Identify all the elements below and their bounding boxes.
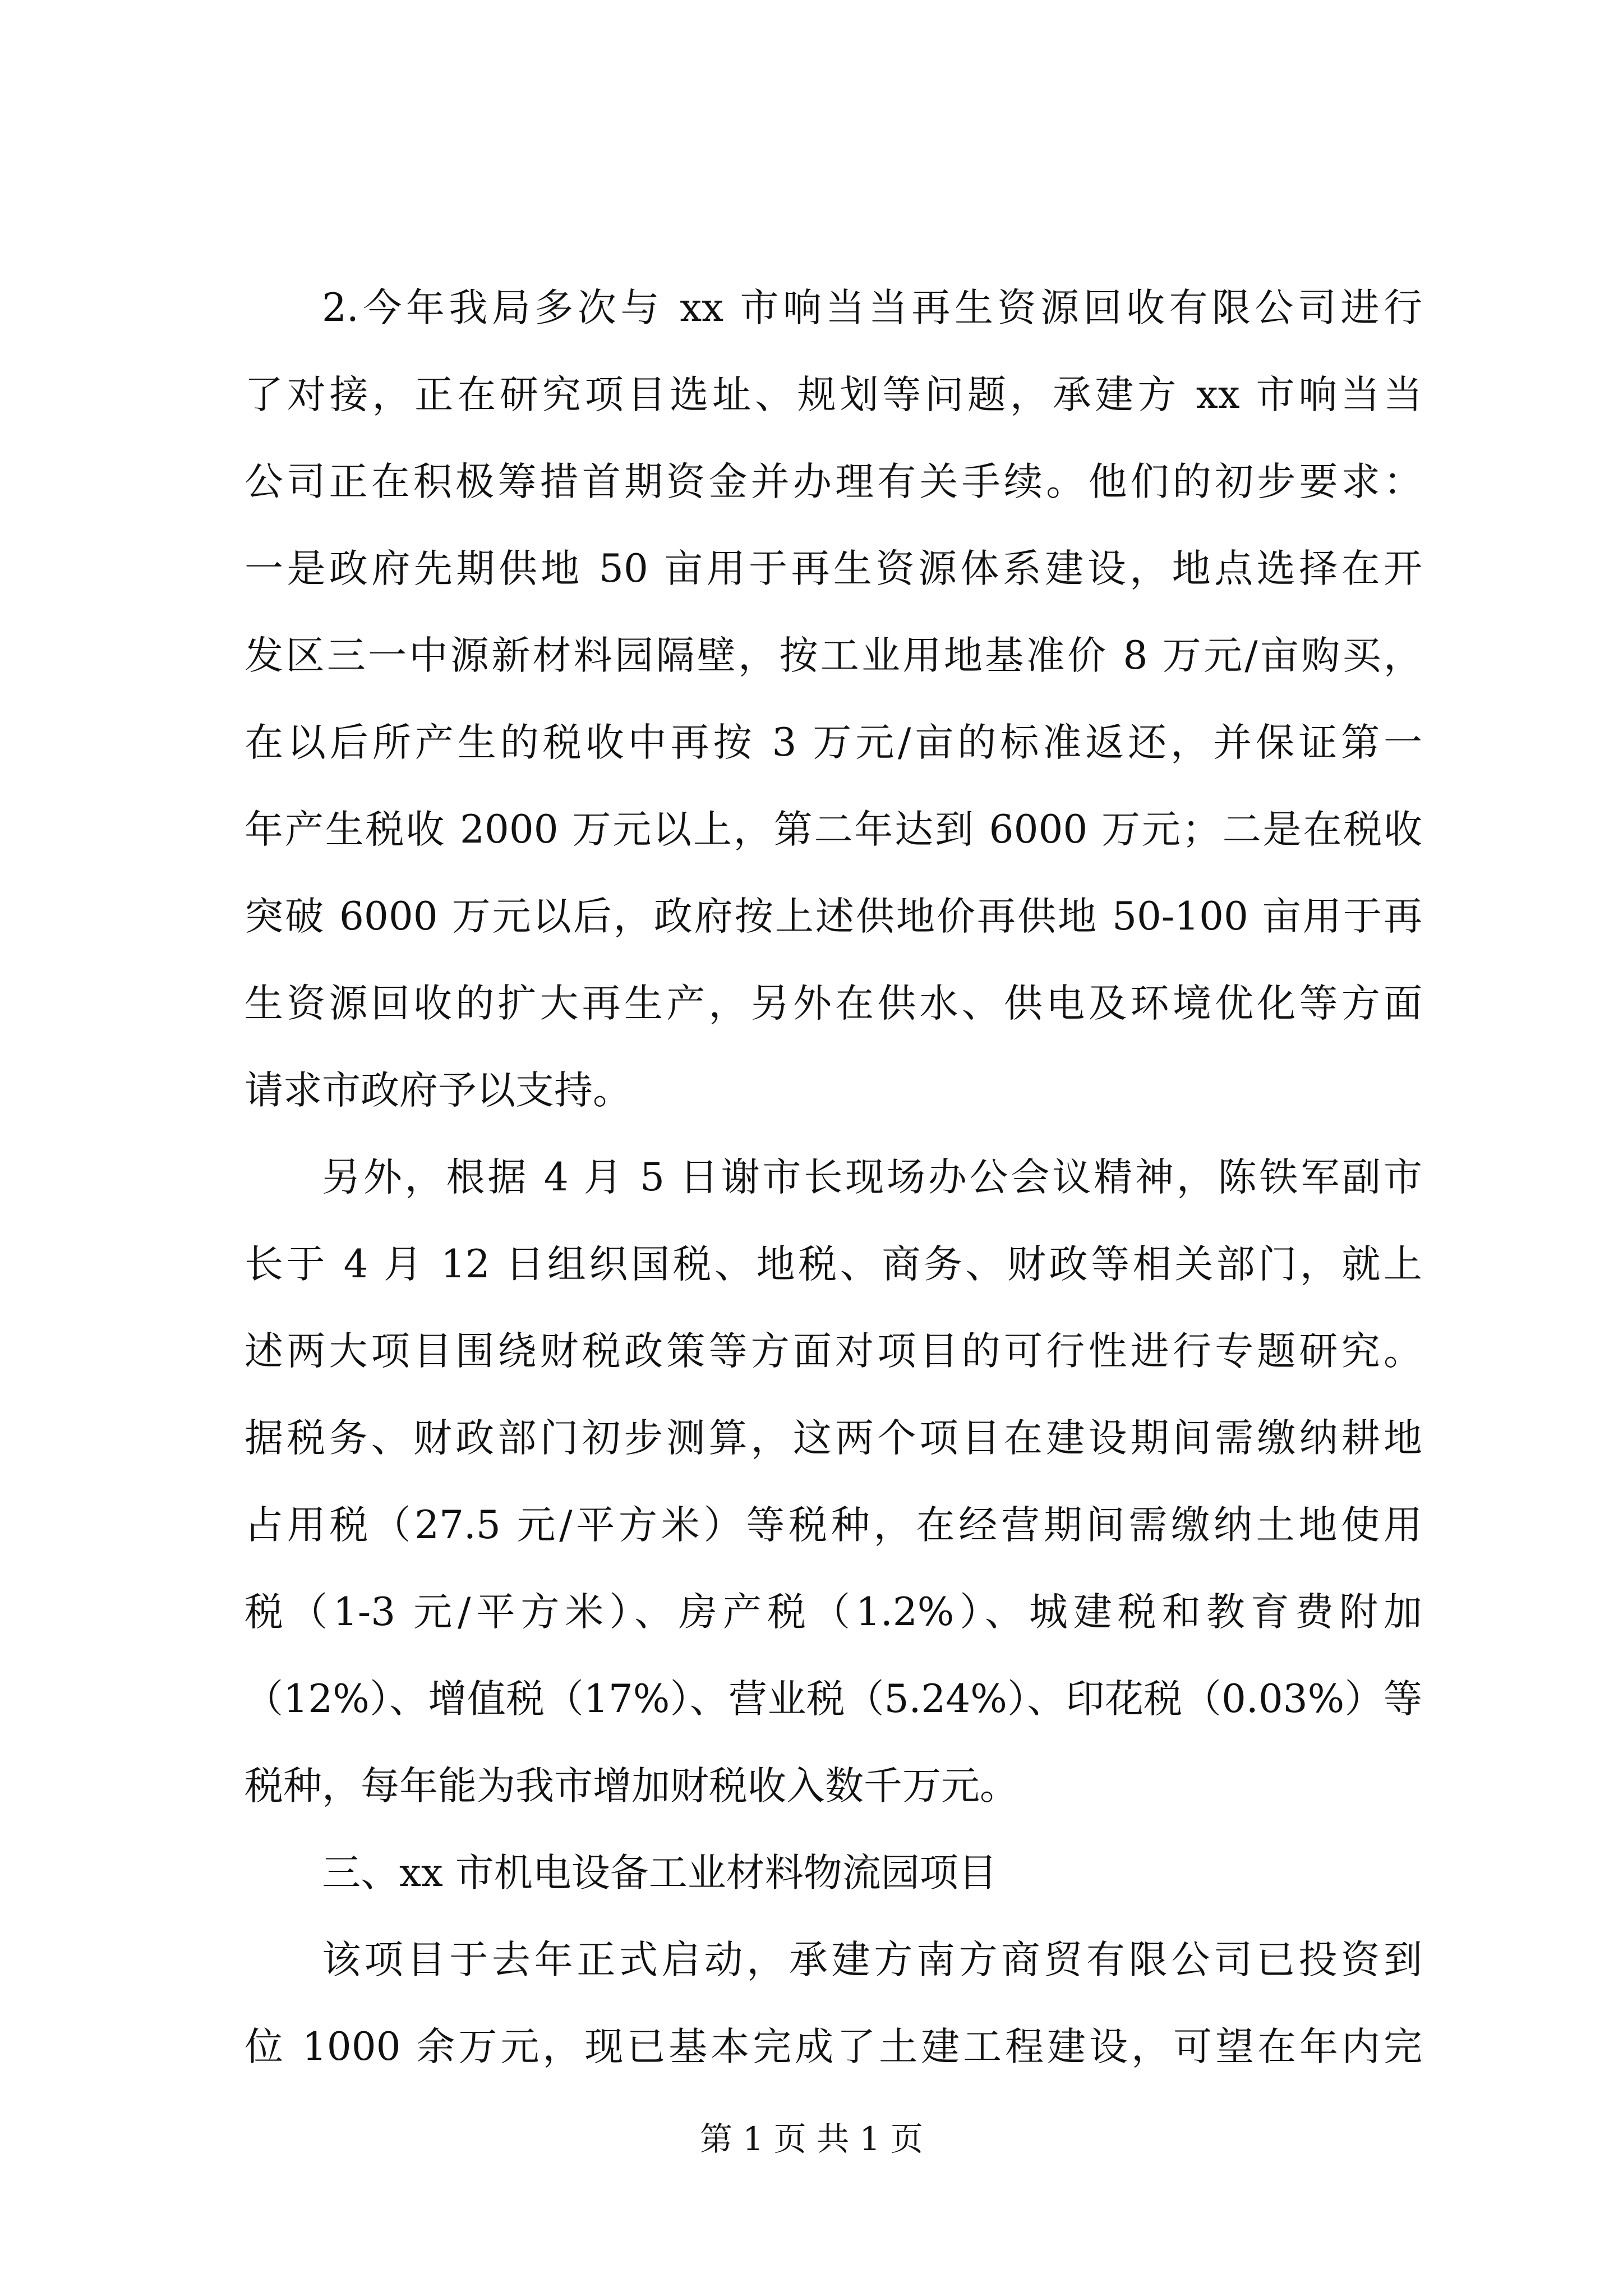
paragraph-2-line-1: 另外，根据 4 月 5 日谢市长现场办公会议精神，陈铁军副市 [322, 1155, 1422, 1200]
paragraph-2-line-4: 据税务、财政部门初步测算，这两个项目在建设期间需缴纳耕地 [245, 1416, 1422, 1461]
paragraph-1-line-1: 2.今年我局多次与 xx 市响当当再生资源回收有限公司进行 [322, 286, 1422, 330]
paragraph-3-line-2: 位 1000 余万元，现已基本完成了土建工程建设，可望在年内完 [245, 2024, 1422, 2069]
paragraph-3-line-1: 该项目于去年正式启动，承建方南方商贸有限公司已投资到 [322, 1938, 1422, 1982]
paragraph-2-line-3: 述两大项目围绕财税政策等方面对项目的可行性进行专题研究。 [245, 1329, 1422, 1374]
paragraph-2-line-7: （12%）、增值税（17%）、营业税（5.24%）、印花税（0.03%）等 [245, 1677, 1422, 1722]
paragraph-2-line-5: 占用税（27.5 元/平方米）等税种，在经营期间需缴纳土地使用 [245, 1503, 1422, 1548]
paragraph-1-line-7: 年产生税收 2000 万元以上，第二年达到 6000 万元；二是在税收 [245, 807, 1422, 852]
document-body [245, 283, 1422, 2109]
paragraph-1-line-9: 生资源回收的扩大再生产，另外在供水、供电及环境优化等方面 [245, 981, 1422, 1026]
page-footer: 第 1 页 共 1 页 [700, 2120, 923, 2158]
paragraph-1-line-5: 发区三一中源新材料园隔壁，按工业用地基准价 8 万元/亩购买， [245, 633, 1422, 678]
paragraph-1-line-4: 一是政府先期供地 50 亩用于再生资源体系建设，地点选择在开 [245, 546, 1422, 591]
paragraph-1-line-8: 突破 6000 万元以后，政府按上述供地价再供地 50-100 亩用于再 [245, 894, 1422, 939]
paragraph-2-line-6: 税（1-3 元/平方米）、房产税（1.2%）、城建税和教育费附加 [245, 1590, 1422, 1635]
paragraph-1-line-6: 在以后所产生的税收中再按 3 万元/亩的标准返还，并保证第一 [245, 720, 1422, 765]
paragraph-1-line-2: 了对接，正在研究项目选址、规划等问题，承建方 xx 市响当当 [245, 372, 1422, 417]
paragraph-1-line-10: 请求市政府予以支持。 [245, 1068, 631, 1113]
paragraph-2-line-2: 长于 4 月 12 日组织国税、地税、商务、财政等相关部门，就上 [245, 1242, 1422, 1287]
paragraph-2-line-8: 税种，每年能为我市增加财税收入数千万元。 [245, 1764, 1018, 1809]
paragraph-1-line-3: 公司正在积极筹措首期资金并办理有关手续。他们的初步要求： [245, 459, 1422, 504]
section-heading: 三、xx 市机电设备工业材料物流园项目 [322, 1851, 997, 1895]
